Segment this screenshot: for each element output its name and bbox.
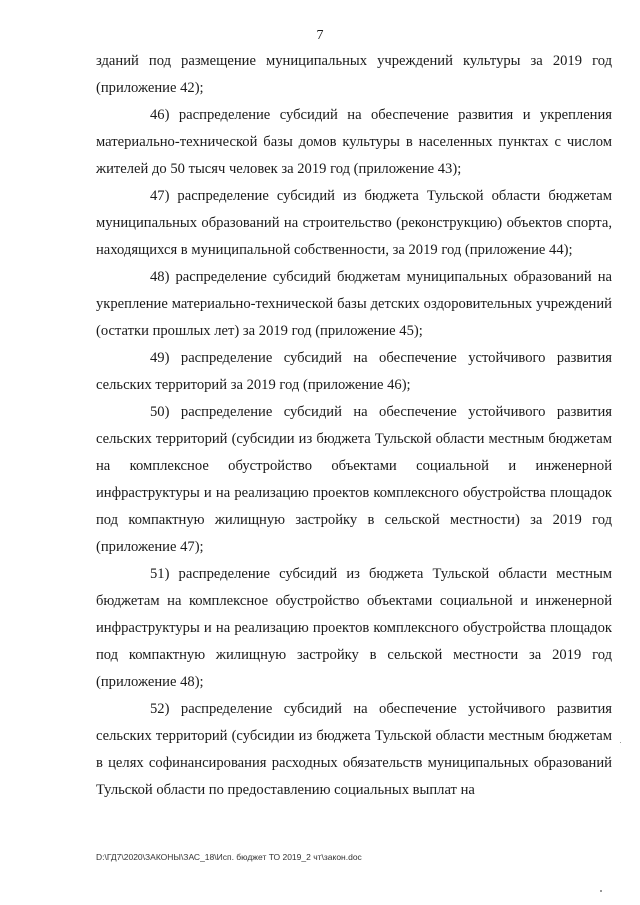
- paragraph-item-50: 50) распределение субсидий на обеспечение устойчивого развития сельских территорий (субсидии из бюджета Тульской области местным бюджетам на комплексное обустройство объектами социальной и инженерной инфраструктуры и на реализацию проектов комплексного обустройства площадок под компактную жилищную застройку в сельской местности) за 2019 год (приложение 47);: [96, 404, 612, 555]
- paragraph-item-47: 47) распределение субсидий из бюджета Тульской области бюджетам муниципальных образований на строительство (реконструкцию) объектов спорта, находящихся в муниципальной собственности, за 2019 год (приложение 44);: [96, 188, 612, 258]
- scan-speck: [600, 890, 602, 892]
- paragraph-item-51: 51) распределение субсидий из бюджета Тульской области местным бюджетам на комплексное обустройство объектами социальной и инженерной инфраструктуры и на реализацию проектов комплексного обустройства площадок под компактную жилищную застройку в сельской местности за 2019 год (приложение 48);: [96, 566, 612, 690]
- paragraph-item-52: 52) распределение субсидий на обеспечение устойчивого развития сельских территорий (субсидии из бюджета Тульской области местным бюджетам в целях софинансирования расходных обязательств муниципальных образований Тульской области по предоставлению социальных выплат на: [96, 701, 612, 798]
- paragraph-continuation: зданий под размещение муниципальных учреждений культуры за 2019 год (приложение 42);: [96, 53, 612, 96]
- document-body: [96, 48, 612, 804]
- page-number: 7: [316, 28, 324, 43]
- paragraph-item-48: 48) распределение субсидий бюджетам муниципальных образований на укрепление материально-технической базы детских оздоровительных учреждений (остатки прошлых лет) за 2019 год (приложение 45);: [96, 269, 612, 339]
- scan-speck: [620, 742, 621, 743]
- footer-file-path: D:\ГД7\2020\ЗАКОНЫ\ЗАС_18\Исп. бюджет ТО 2019_2 чт\закон.doc: [96, 852, 362, 862]
- paragraph-item-46: 46) распределение субсидий на обеспечение развития и укрепления материально-технической базы домов культуры в населенных пунктах с числом жителей до 50 тысяч человек за 2019 год (приложение 43);: [96, 107, 612, 177]
- paragraph-item-49: 49) распределение субсидий на обеспечение устойчивого развития сельских территорий за 2019 год (приложение 46);: [96, 350, 612, 393]
